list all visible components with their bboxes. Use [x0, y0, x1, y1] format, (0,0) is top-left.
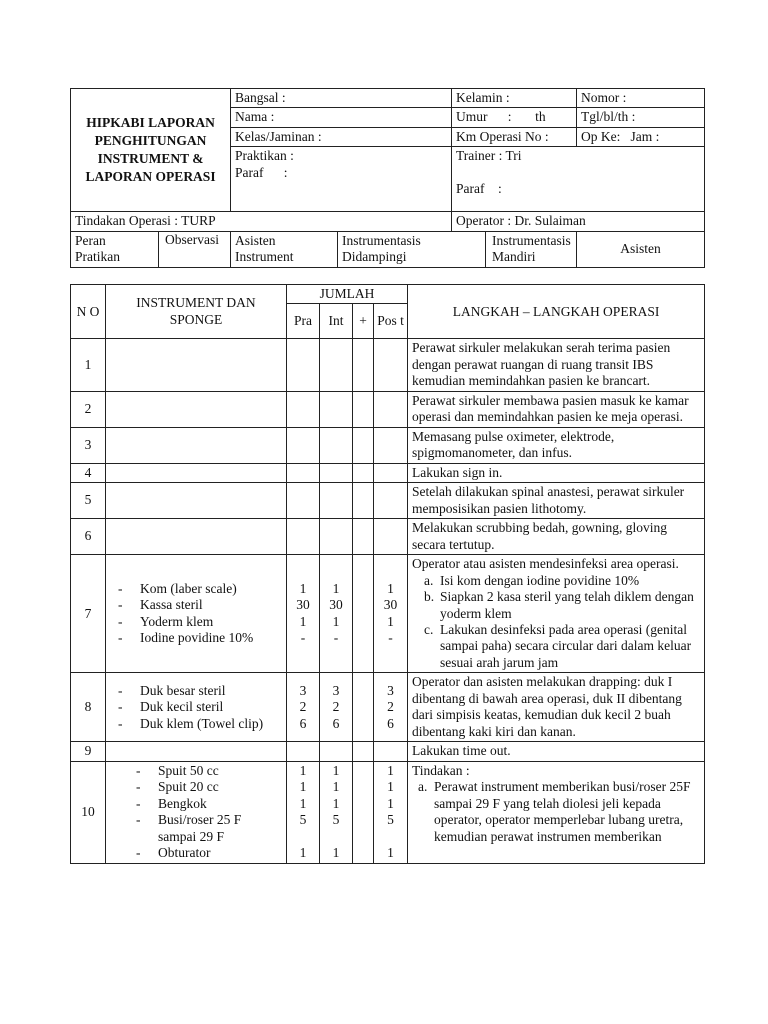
- paraf-trainer-field: Paraf :: [456, 180, 502, 196]
- instrument-item: - Busi/roser 25 F sampai 29 F: [132, 812, 282, 845]
- role-asisten: Asisten: [577, 231, 705, 267]
- tindakan-field: Tindakan Operasi : TURP: [71, 212, 452, 231]
- pra-count: 1: [299, 845, 307, 861]
- post-count: -: [388, 630, 393, 646]
- int-cell: [320, 427, 353, 463]
- post-cell: [374, 555, 408, 673]
- int-count: 3: [332, 682, 340, 698]
- role-instrumentasis-mandiri: Instrumentasis Mandiri: [486, 231, 577, 267]
- pra-count: 1: [299, 613, 307, 629]
- plus-cell: [353, 427, 374, 463]
- col-post-header: Pos t: [374, 304, 408, 339]
- post-count: 2: [387, 699, 394, 715]
- instrument-item: - Yoderm klem: [114, 614, 282, 630]
- role-asisten-instrument: Asisten Instrument: [231, 231, 338, 267]
- praktikan-cell: [231, 147, 452, 212]
- row-number: 2: [71, 391, 106, 427]
- int-count: 1: [332, 580, 340, 596]
- step-text: Melakukan scrubbing bedah, gowning, gloving secara tertutup.: [408, 519, 705, 555]
- step-text: Operator dan asisten melakukan drapping: duk I dibentang di bawah area operasi, duk II dibentang dari simpisis keatas, kemudian duk kecil 2 buah dibentang kaki kiri dan kanan.: [408, 673, 705, 742]
- pra-count: 30: [296, 597, 310, 613]
- step-text: Perawat sirkuler membawa pasien masuk ke kamar operasi dan memindahkan pasien ke meja operasi.: [408, 391, 705, 427]
- post-cell: [374, 519, 408, 555]
- substep-item: [424, 573, 700, 589]
- row-number: 9: [71, 742, 106, 761]
- pra-count: 1: [299, 580, 307, 596]
- post-cell: [374, 427, 408, 463]
- pra-count: -: [300, 630, 306, 646]
- pra-cell: [287, 339, 320, 391]
- pra-count: 1: [299, 795, 307, 811]
- pra-cell: [287, 483, 320, 519]
- col-jumlah-header: JUMLAH: [287, 285, 408, 304]
- row-number: 6: [71, 519, 106, 555]
- step-text: Operator atau asisten mendesinfeksi area operasi.: [412, 556, 679, 572]
- kelas-field: Kelas/Jaminan :: [231, 127, 452, 146]
- plus-cell: [353, 483, 374, 519]
- instrument-cell: [106, 339, 287, 391]
- praktikan-field: Praktikan :: [235, 148, 294, 164]
- int-count: 1: [332, 795, 340, 811]
- col-no-header: N O: [71, 285, 106, 339]
- table-row: [71, 339, 705, 391]
- int-count: 1: [332, 845, 340, 861]
- int-cell: [320, 673, 353, 742]
- instrument-item: - Duk besar steril: [114, 683, 282, 699]
- row-number: 8: [71, 673, 106, 742]
- role-instrumentasis-didampingi: Instrumentasis Didampingi: [338, 231, 486, 267]
- plus-cell: [353, 339, 374, 391]
- pra-count: 1: [299, 762, 307, 778]
- instrument-cell: [106, 673, 287, 742]
- row-number: 3: [71, 427, 106, 463]
- int-count: 1: [332, 613, 340, 629]
- col-int-header: Int: [320, 304, 353, 339]
- post-count: [374, 829, 407, 845]
- umur-field: Umur : th: [452, 108, 577, 127]
- instrument-item: - Spuit 20 cc: [132, 779, 282, 795]
- instrument-cell: [106, 391, 287, 427]
- pra-count: [287, 829, 319, 845]
- instrument-item: - Spuit 50 cc: [132, 763, 282, 779]
- instrument-item: - Obturator: [132, 845, 282, 861]
- step-text: Lakukan sign in.: [408, 463, 705, 482]
- post-count: 5: [387, 812, 394, 828]
- col-pra-header: Pra: [287, 304, 320, 339]
- bangsal-field: Bangsal :: [231, 89, 452, 108]
- substep-marker: a.: [418, 779, 428, 795]
- pra-cell: [287, 761, 320, 863]
- post-cell: [374, 742, 408, 761]
- substep-marker: c.: [424, 621, 434, 637]
- int-cell: [320, 463, 353, 482]
- post-count: 30: [383, 597, 398, 613]
- post-count: 1: [387, 762, 394, 778]
- plus-cell: [353, 761, 374, 863]
- int-cell: [320, 555, 353, 673]
- role-peran-pratikan: Peran Pratikan: [71, 231, 159, 267]
- plus-cell: [353, 673, 374, 742]
- substep-text: Lakukan desinfeksi pada area operasi (genital sampai paha) secara circular dari dalam keluar sesuai arah jarum jam: [440, 621, 692, 670]
- trainer-cell: [452, 147, 705, 212]
- instrument-cell: [106, 427, 287, 463]
- pra-cell: [287, 463, 320, 482]
- substep-item: [424, 589, 700, 622]
- int-cell: [320, 391, 353, 427]
- row-number: 4: [71, 463, 106, 482]
- pra-count: 6: [299, 715, 307, 731]
- substep-list: [412, 573, 700, 672]
- nomor-field: Nomor :: [577, 89, 705, 108]
- post-cell: [374, 463, 408, 482]
- int-count: 5: [332, 812, 340, 828]
- instrument-table: [70, 284, 705, 864]
- col-langkah-header: LANGKAH – LANGKAH OPERASI: [408, 285, 705, 339]
- pra-cell: [287, 391, 320, 427]
- row-number: 1: [71, 339, 106, 391]
- pra-cell: [287, 742, 320, 761]
- post-cell: [374, 391, 408, 427]
- km-operasi-field: Km Operasi No :: [452, 127, 577, 146]
- col-instrument-header: INSTRUMENT DAN SPONGE: [106, 285, 287, 339]
- role-observasi: Observasi: [159, 231, 231, 267]
- instrument-cell: [106, 555, 287, 673]
- table-row: [71, 555, 705, 673]
- instrument-item: - Bengkok: [132, 796, 282, 812]
- post-count: 1: [387, 613, 394, 629]
- instrument-cell: [106, 742, 287, 761]
- pra-count: 3: [299, 682, 307, 698]
- instrument-cell: [106, 761, 287, 863]
- table-row: [71, 483, 705, 519]
- substep-text: Perawat instrument memberikan busi/roser 25F sampai 29 F yang telah diolesi jeli kepada operator, operator memperlebar lubang uretra, kemudian perawat instrumen memberikan: [434, 779, 691, 844]
- substep-text: Siapkan 2 kasa steril yang telah diklem dengan yoderm klem: [440, 589, 694, 621]
- step-text: Memasang pulse oximeter, elektrode, spigmomanometer, dan infus.: [408, 427, 705, 463]
- post-count: 6: [387, 715, 394, 731]
- int-count: -: [333, 630, 339, 646]
- substep-marker: a.: [424, 572, 434, 588]
- post-count: 1: [387, 580, 394, 596]
- int-cell: [320, 483, 353, 519]
- col-plus-header: +: [353, 304, 374, 339]
- substep-item: [418, 779, 700, 845]
- pra-count: 5: [299, 812, 307, 828]
- int-count: 6: [332, 715, 340, 731]
- table-row: [71, 519, 705, 555]
- nama-field: Nama :: [231, 108, 452, 127]
- step-cell: [408, 761, 705, 863]
- substep-list: [412, 779, 700, 845]
- table-row: [71, 463, 705, 482]
- instrument-item: - Kom (laber scale): [114, 581, 282, 597]
- post-cell: [374, 673, 408, 742]
- pra-cell: [287, 555, 320, 673]
- table-row: [71, 391, 705, 427]
- operator-field: Operator : Dr. Sulaiman: [452, 212, 705, 231]
- instrument-list: [110, 763, 282, 862]
- table-row: [71, 673, 705, 742]
- kelamin-field: Kelamin :: [452, 89, 577, 108]
- int-cell: [320, 339, 353, 391]
- step-text: Lakukan time out.: [408, 742, 705, 761]
- instrument-item: - Duk kecil steril: [114, 699, 282, 715]
- plus-cell: [353, 555, 374, 673]
- pra-count: 1: [299, 779, 307, 795]
- table-row: [71, 742, 705, 761]
- step-cell: [408, 555, 705, 673]
- post-count: 1: [387, 795, 394, 811]
- int-count: 30: [329, 597, 343, 613]
- step-text: Tindakan :: [412, 762, 470, 778]
- int-cell: [320, 519, 353, 555]
- instrument-list: [110, 683, 282, 732]
- plus-cell: [353, 463, 374, 482]
- int-count: 1: [332, 762, 340, 778]
- pra-cell: [287, 427, 320, 463]
- post-cell: [374, 483, 408, 519]
- step-text: Perawat sirkuler melakukan serah terima pasien dengan perawat ruangan di ruang transit IBS kemudian memindahkan pasien ke brancart.: [408, 339, 705, 391]
- tgl-field: Tgl/bl/th :: [577, 108, 705, 127]
- instrument-item: - Duk klem (Towel clip): [114, 716, 282, 732]
- int-cell: [320, 742, 353, 761]
- instrument-cell: [106, 519, 287, 555]
- post-cell: [374, 761, 408, 863]
- int-count: [320, 829, 352, 845]
- substep-item: [424, 622, 700, 671]
- report-title: HIPKABI LAPORAN PENGHITUNGAN INSTRUMENT & LAPORAN OPERASI: [71, 89, 231, 212]
- post-cell: [374, 339, 408, 391]
- instrument-item: - Iodine povidine 10%: [114, 630, 282, 646]
- instrument-item: - Kassa steril: [114, 597, 282, 613]
- pra-count: 2: [299, 699, 307, 715]
- plus-cell: [353, 519, 374, 555]
- substep-marker: b.: [424, 589, 435, 605]
- row-number: 5: [71, 483, 106, 519]
- int-count: 1: [332, 779, 340, 795]
- post-count: 1: [387, 779, 394, 795]
- plus-cell: [353, 391, 374, 427]
- paraf-praktikan-field: Paraf :: [235, 164, 288, 180]
- substep-text: Isi kom dengan iodine povidine 10%: [440, 572, 640, 588]
- step-text: Setelah dilakukan spinal anastesi, perawat sirkuler memposisikan pasien lithotomy.: [408, 483, 705, 519]
- table-row: [71, 761, 705, 863]
- pra-cell: [287, 519, 320, 555]
- table-row: [71, 427, 705, 463]
- pra-cell: [287, 673, 320, 742]
- instrument-cell: [106, 483, 287, 519]
- instrument-list: [110, 581, 282, 647]
- plus-cell: [353, 742, 374, 761]
- instrument-cell: [106, 463, 287, 482]
- post-count: 1: [387, 845, 394, 861]
- post-count: 3: [387, 682, 394, 698]
- int-count: 2: [332, 699, 340, 715]
- row-number: 10: [71, 761, 106, 863]
- row-number: 7: [71, 555, 106, 673]
- int-cell: [320, 761, 353, 863]
- header-table: [70, 88, 705, 268]
- trainer-field: Trainer : Tri: [456, 148, 522, 164]
- op-ke-field: Op Ke: Jam :: [577, 127, 705, 146]
